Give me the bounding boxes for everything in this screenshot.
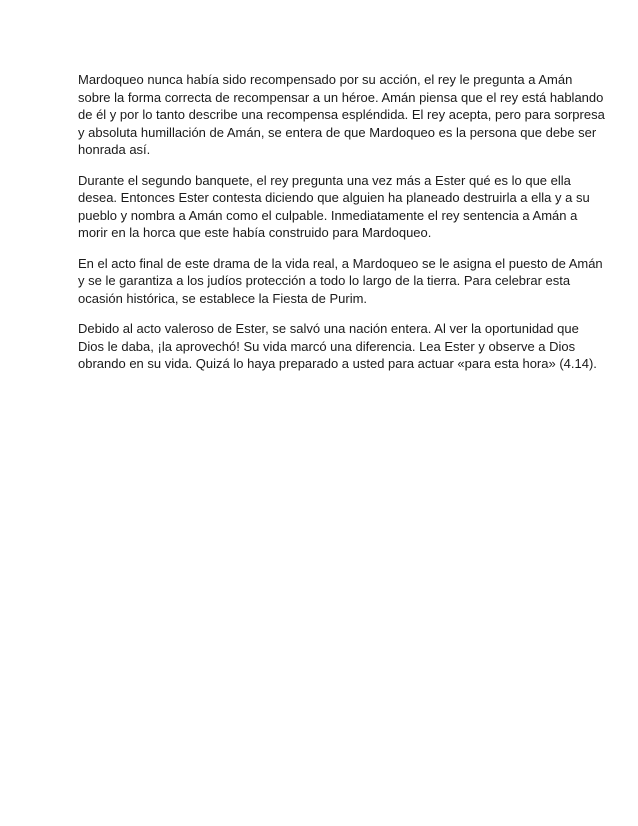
text-line: honrada así. [78, 142, 151, 157]
paragraph-1 [78, 71, 605, 159]
text-line: Debido al acto valeroso de Ester, se salvó una nación entera. Al ver la oportunidad que [78, 321, 579, 336]
text-line: Durante el segundo banquete, el rey pregunta una vez más a Ester qué es lo que ella [78, 172, 571, 188]
text-line: En el acto final de este drama de la vida real, a Mardoqueo se le asigna el puesto de Amán [78, 255, 603, 271]
paragraph-2 [78, 172, 590, 242]
text-line: de él y por lo tanto describe una recompensa espléndida. El rey acepta, pero para sorpresa [78, 107, 605, 122]
paragraph-3 [78, 255, 603, 308]
text-line: Dios le daba, ¡la aprovechó! Su vida marcó una diferencia. Lea Ester y observe a Dios [78, 338, 576, 354]
document-body [78, 71, 605, 386]
text-line: ocasión histórica, se establece la Fiesta de Purim. [78, 290, 368, 306]
text-line: sobre la forma correcta de recompensar a un héroe. Amán piensa que el rey está hablando [78, 89, 604, 105]
text-line: y absoluta humillación de Amán, se entera de que Mardoqueo es la persona que debe ser [78, 124, 597, 140]
text-line: obrando en su vida. Quizá lo haya preparado a usted para actuar «para esta hora» (4.14). [78, 356, 597, 371]
text-line: morir en la horca que este había construido para Mardoqueo. [78, 225, 432, 240]
text-line: y se le garantiza a los judíos protección a todo lo largo de la tierra. Para celebrar esta [78, 273, 571, 288]
paragraph-4 [78, 320, 597, 373]
text-line: desea. Entonces Ester contesta diciendo que alguien ha planeado destruirla a ella y a su [78, 190, 590, 205]
text-line: Mardoqueo nunca había sido recompensado por su acción, el rey le pregunta a Amán [78, 72, 573, 87]
text-line: pueblo y nombra a Amán como el culpable. Inmediatamente el rey sentencia a Amán a [78, 207, 578, 223]
